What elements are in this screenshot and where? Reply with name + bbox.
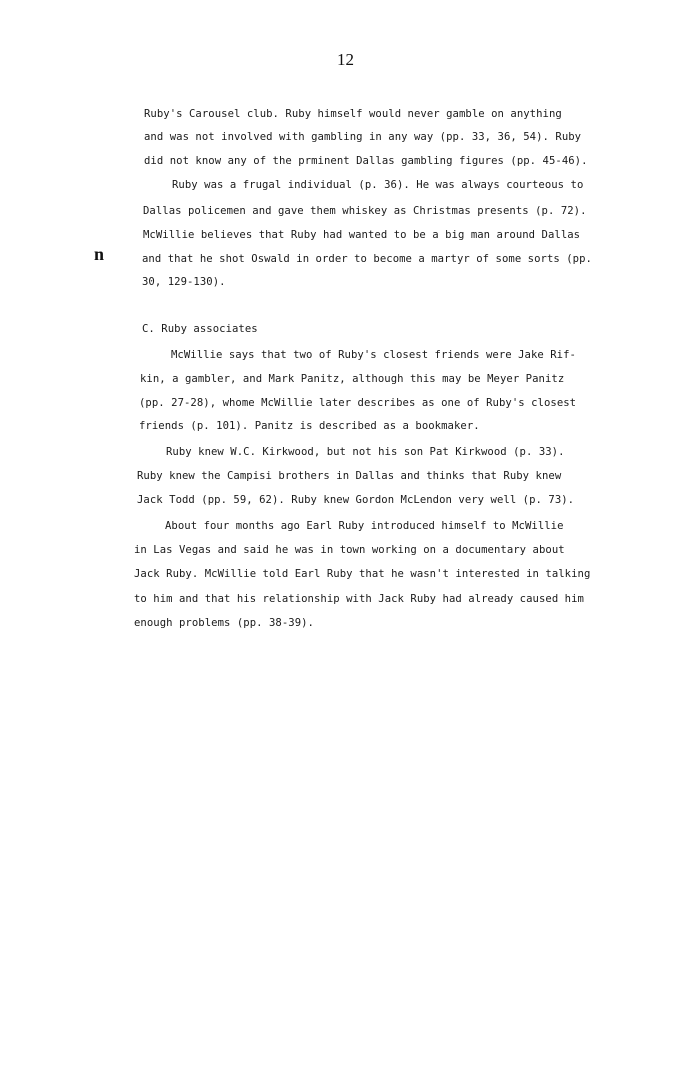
text-line: to him and that his relationship with Jack Ruby had already caused him — [134, 593, 584, 605]
text-line: Ruby knew the Campisi brothers in Dallas and thinks that Ruby knew — [137, 470, 562, 482]
text-line: McWillie says that two of Ruby's closest friends were Jake Rif- — [171, 349, 576, 361]
margin-handwritten-mark: n — [94, 244, 105, 264]
text-line: Ruby's Carousel club. Ruby himself would never gamble on anything — [144, 108, 562, 120]
page-number: 12 — [337, 50, 354, 69]
text-line: did not know any of the prminent Dallas gambling figures (pp. 45-46). — [144, 155, 588, 167]
text-line: McWillie believes that Ruby had wanted to be a big man around Dallas — [143, 229, 581, 241]
text-line: (pp. 27-28), whome McWillie later describes as one of Ruby's closest — [139, 397, 577, 409]
text-line: friends (p. 101). Panitz is described as a bookmaker. — [139, 420, 480, 432]
text-line: Jack Todd (pp. 59, 62). Ruby knew Gordon McLendon very well (p. 73). — [137, 494, 575, 506]
text-line: in Las Vegas and said he was in town working on a documentary about — [134, 544, 565, 556]
text-line: 30, 129-130). — [142, 276, 226, 288]
text-line: Ruby was a frugal individual (p. 36). He was always courteous to — [172, 179, 584, 191]
text-line: and that he shot Oswald in order to become a martyr of some sorts (pp. — [142, 253, 592, 265]
text-line: and was not involved with gambling in any way (pp. 33, 36, 54). Ruby — [144, 131, 582, 143]
text-line: Dallas policemen and gave them whiskey as Christmas presents (p. 72). — [143, 205, 587, 217]
text-line: enough problems (pp. 38-39). — [134, 617, 314, 629]
section-heading: C. Ruby associates — [142, 323, 258, 335]
text-line: About four months ago Earl Ruby introduced himself to McWillie — [165, 520, 564, 532]
text-line: kin, a gambler, and Mark Panitz, although this may be Meyer Panitz — [140, 373, 565, 385]
text-line: Ruby knew W.C. Kirkwood, but not his son Pat Kirkwood (p. 33). — [166, 446, 565, 458]
text-line: Jack Ruby. McWillie told Earl Ruby that he wasn't interested in talking — [134, 568, 591, 580]
